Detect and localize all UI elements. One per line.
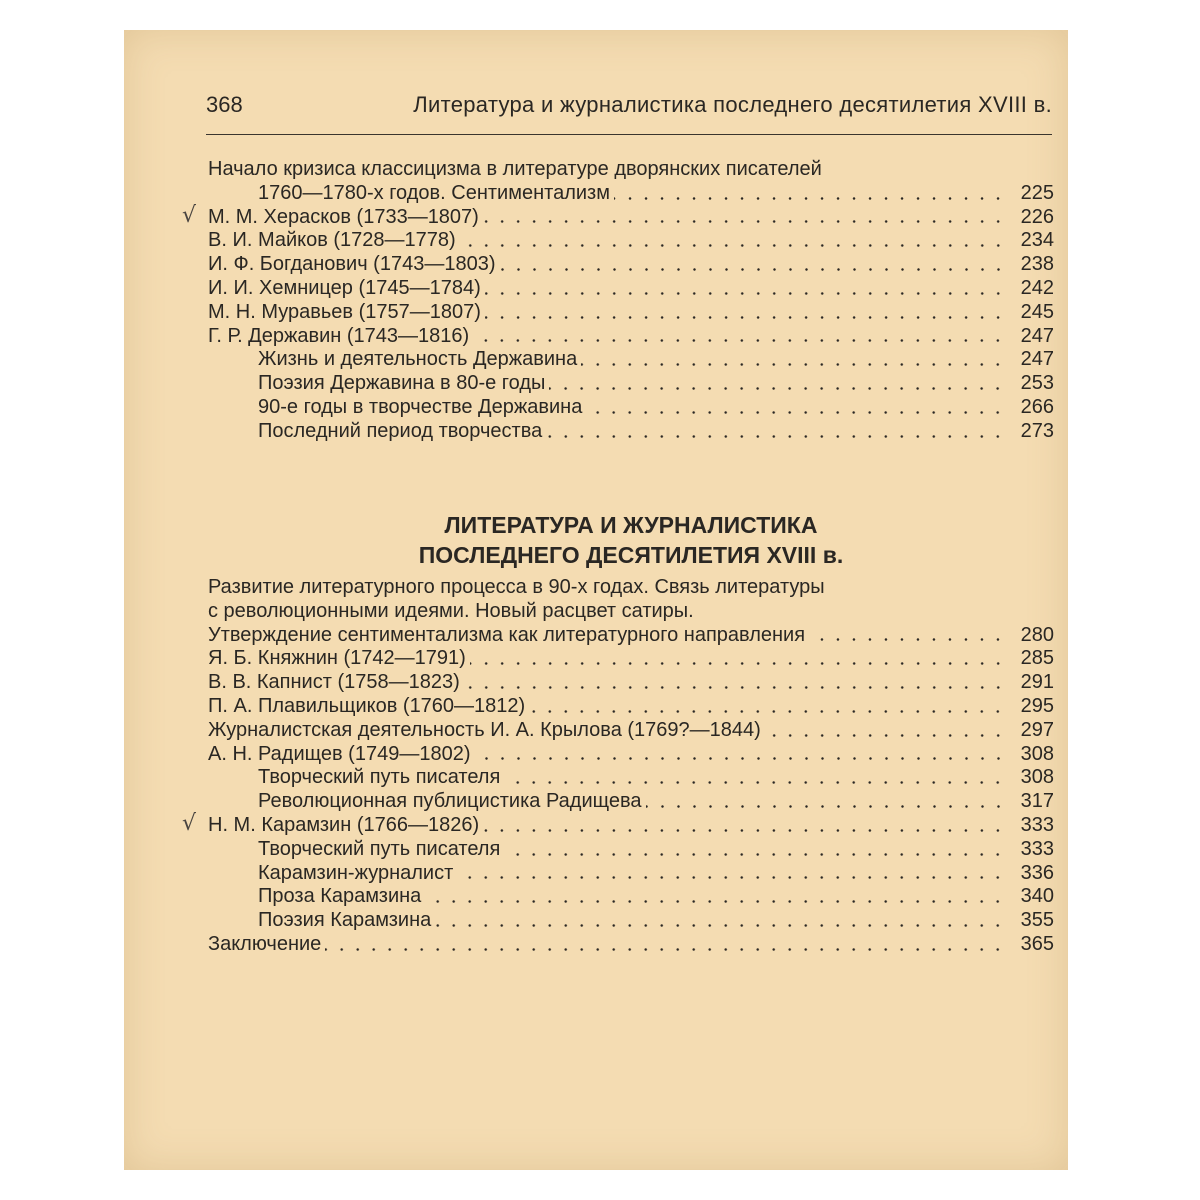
dot-leader — [325, 948, 1006, 951]
toc-entry-page: 238 — [1020, 253, 1054, 276]
toc-entry — [208, 576, 1054, 600]
dot-leader — [586, 411, 1006, 414]
toc-entry-title: 1760—1780-х годов. Сентиментализм — [258, 181, 610, 204]
toc-entry — [208, 229, 1054, 253]
dot-leader — [475, 757, 1007, 760]
toc-entry — [208, 372, 1054, 396]
toc-entry-title: с революционными идеями. Новый расцвет сатиры. — [208, 599, 694, 622]
section-heading — [208, 510, 1054, 570]
dot-leader — [529, 710, 1006, 713]
toc-entry — [208, 909, 1054, 933]
section-heading-line-2: ПОСЛЕДНЕГО ДЕСЯТИЛЕТИЯ XVIII в. — [418, 542, 844, 568]
dot-leader — [546, 435, 1006, 438]
toc-entry-title: В. И. Майков (1728—1778) — [208, 229, 456, 252]
toc-entry-page: 285 — [1020, 647, 1054, 670]
toc-entry — [208, 325, 1054, 349]
toc-entry-page: 355 — [1020, 909, 1054, 932]
toc-entry-page: 266 — [1020, 395, 1054, 418]
toc-entry-page: 297 — [1020, 718, 1054, 741]
toc-entry — [208, 862, 1054, 886]
dot-leader — [485, 316, 1006, 319]
toc-entry-page: 225 — [1020, 181, 1054, 204]
toc-entry-page: 291 — [1020, 671, 1054, 694]
dot-leader — [500, 268, 1007, 271]
toc-entry-title: М. М. Херасков (1733—1807) — [208, 205, 479, 228]
dot-leader — [504, 781, 1006, 784]
toc-entry-title: И. И. Хемницер (1745—1784) — [208, 276, 481, 299]
toc-entry — [208, 348, 1054, 372]
toc-entry-page: 245 — [1020, 300, 1054, 323]
dot-leader — [549, 387, 1006, 390]
toc-entry-title: Поэзия Карамзина — [258, 909, 432, 932]
toc-entry-title: Журналистская деятельность И. А. Крылова (1769?—1844) — [208, 718, 761, 741]
toc-entry — [208, 766, 1054, 790]
toc-entry — [208, 743, 1054, 767]
toc-entry-page: 253 — [1020, 372, 1054, 395]
toc-entry — [182, 810, 1054, 838]
dot-leader — [614, 197, 1006, 200]
toc-entry-title: Г. Р. Державин (1743—1816) — [208, 324, 470, 347]
toc-entry — [208, 396, 1054, 420]
toc-entry — [208, 695, 1054, 719]
book-page — [124, 30, 1068, 1170]
dot-leader — [460, 244, 1006, 247]
toc-entry-title: И. Ф. Богданович (1743—1803) — [208, 253, 496, 276]
toc-list-before — [182, 158, 1054, 444]
dot-leader — [581, 363, 1006, 366]
toc-entry — [208, 600, 1054, 624]
dot-leader — [425, 900, 1006, 903]
toc-entry — [208, 647, 1054, 671]
toc-entry-page: 242 — [1020, 276, 1054, 299]
toc-entry-title: Проза Карамзина — [258, 885, 422, 908]
toc-entry-title: М. Н. Муравьев (1757—1807) — [208, 300, 481, 323]
dot-leader — [435, 924, 1006, 927]
toc-entry-title: П. А. Плавильщиков (1760—1812) — [208, 694, 526, 717]
toc-entry-title: Последний период творчества — [258, 419, 543, 442]
toc-entry-title: Я. Б. Княжнин (1742—1791) — [208, 647, 466, 670]
toc-entry-page: 295 — [1020, 694, 1054, 717]
toc-entry-page: 317 — [1020, 790, 1054, 813]
toc-entry — [208, 933, 1054, 957]
toc-entry-page: 234 — [1020, 229, 1054, 252]
page-number: 368 — [206, 92, 243, 117]
toc-entry — [182, 202, 1054, 230]
toc-entry-title: А. Н. Радищев (1749—1802) — [208, 742, 471, 765]
dot-leader — [809, 638, 1006, 641]
section-heading-line-1: ЛИТЕРАТУРА И ЖУРНАЛИСТИКА — [444, 512, 818, 538]
toc-entry — [208, 420, 1054, 444]
dot-leader — [457, 876, 1006, 879]
check-mark-icon: √ — [182, 202, 197, 228]
header-rule — [206, 134, 1052, 135]
toc-entry-page: 280 — [1020, 623, 1054, 646]
toc-entry-title: Творческий путь писателя — [258, 766, 501, 789]
toc-entry-page: 336 — [1020, 861, 1054, 884]
toc-entry-page: 273 — [1020, 419, 1054, 442]
toc-entry-title: Поэзия Державина в 80-е годы — [258, 372, 546, 395]
toc-entry-title: Начало кризиса классицизма в литературе дворянских писателей — [208, 158, 822, 180]
dot-leader — [464, 686, 1006, 689]
toc-entry-page: 247 — [1020, 348, 1054, 371]
toc-entry-page: 308 — [1020, 742, 1054, 765]
toc-entry — [208, 182, 1054, 206]
toc-entry-page: 226 — [1020, 205, 1054, 228]
toc-entry-title: Карамзин-журналист — [258, 861, 454, 884]
toc-entry-title: Развитие литературного процесса в 90-х годах. Связь литературы — [208, 576, 825, 598]
toc-entry — [208, 838, 1054, 862]
toc-entry-title: Жизнь и деятельность Державина — [258, 348, 578, 371]
running-head — [206, 88, 1068, 128]
toc-entry-title: В. В. Капнист (1758—1823) — [208, 671, 460, 694]
dot-leader — [485, 292, 1006, 295]
toc-list-after — [182, 576, 1054, 957]
toc-entry-page: 333 — [1020, 813, 1054, 836]
dot-leader — [483, 220, 1006, 223]
toc-entry — [208, 885, 1054, 909]
dot-leader — [473, 339, 1006, 342]
toc-entry — [208, 301, 1054, 325]
toc-entry-title: Утверждение сентиментализма как литературного направления — [208, 623, 806, 646]
dot-leader — [504, 853, 1006, 856]
toc-entry — [208, 253, 1054, 277]
toc-entry — [208, 671, 1054, 695]
dot-leader — [470, 662, 1006, 665]
toc-entry-title: Заключение — [208, 932, 322, 955]
toc-entry — [208, 158, 1054, 182]
toc-entry-page: 308 — [1020, 766, 1054, 789]
toc-entry — [208, 624, 1054, 648]
toc-entry-page: 247 — [1020, 324, 1054, 347]
toc-entry — [208, 719, 1054, 743]
dot-leader — [646, 805, 1007, 808]
toc-entry-page: 333 — [1020, 837, 1054, 860]
running-title: Литература и журналистика последнего десятилетия XVIII в. — [413, 92, 1052, 117]
dot-leader — [483, 829, 1006, 832]
toc-entry-page: 365 — [1020, 932, 1054, 955]
toc-entry-page: 340 — [1020, 885, 1054, 908]
toc-entry-title: Революционная публицистика Радищева — [258, 790, 642, 813]
toc-entry — [208, 790, 1054, 814]
toc-entry — [208, 277, 1054, 301]
toc-entry-title: Н. М. Карамзин (1766—1826) — [208, 813, 480, 836]
dot-leader — [765, 734, 1006, 737]
toc-entry-title: Творческий путь писателя — [258, 837, 501, 860]
toc-entry-title: 90-е годы в творчестве Державина — [258, 395, 583, 418]
check-mark-icon: √ — [182, 810, 197, 836]
